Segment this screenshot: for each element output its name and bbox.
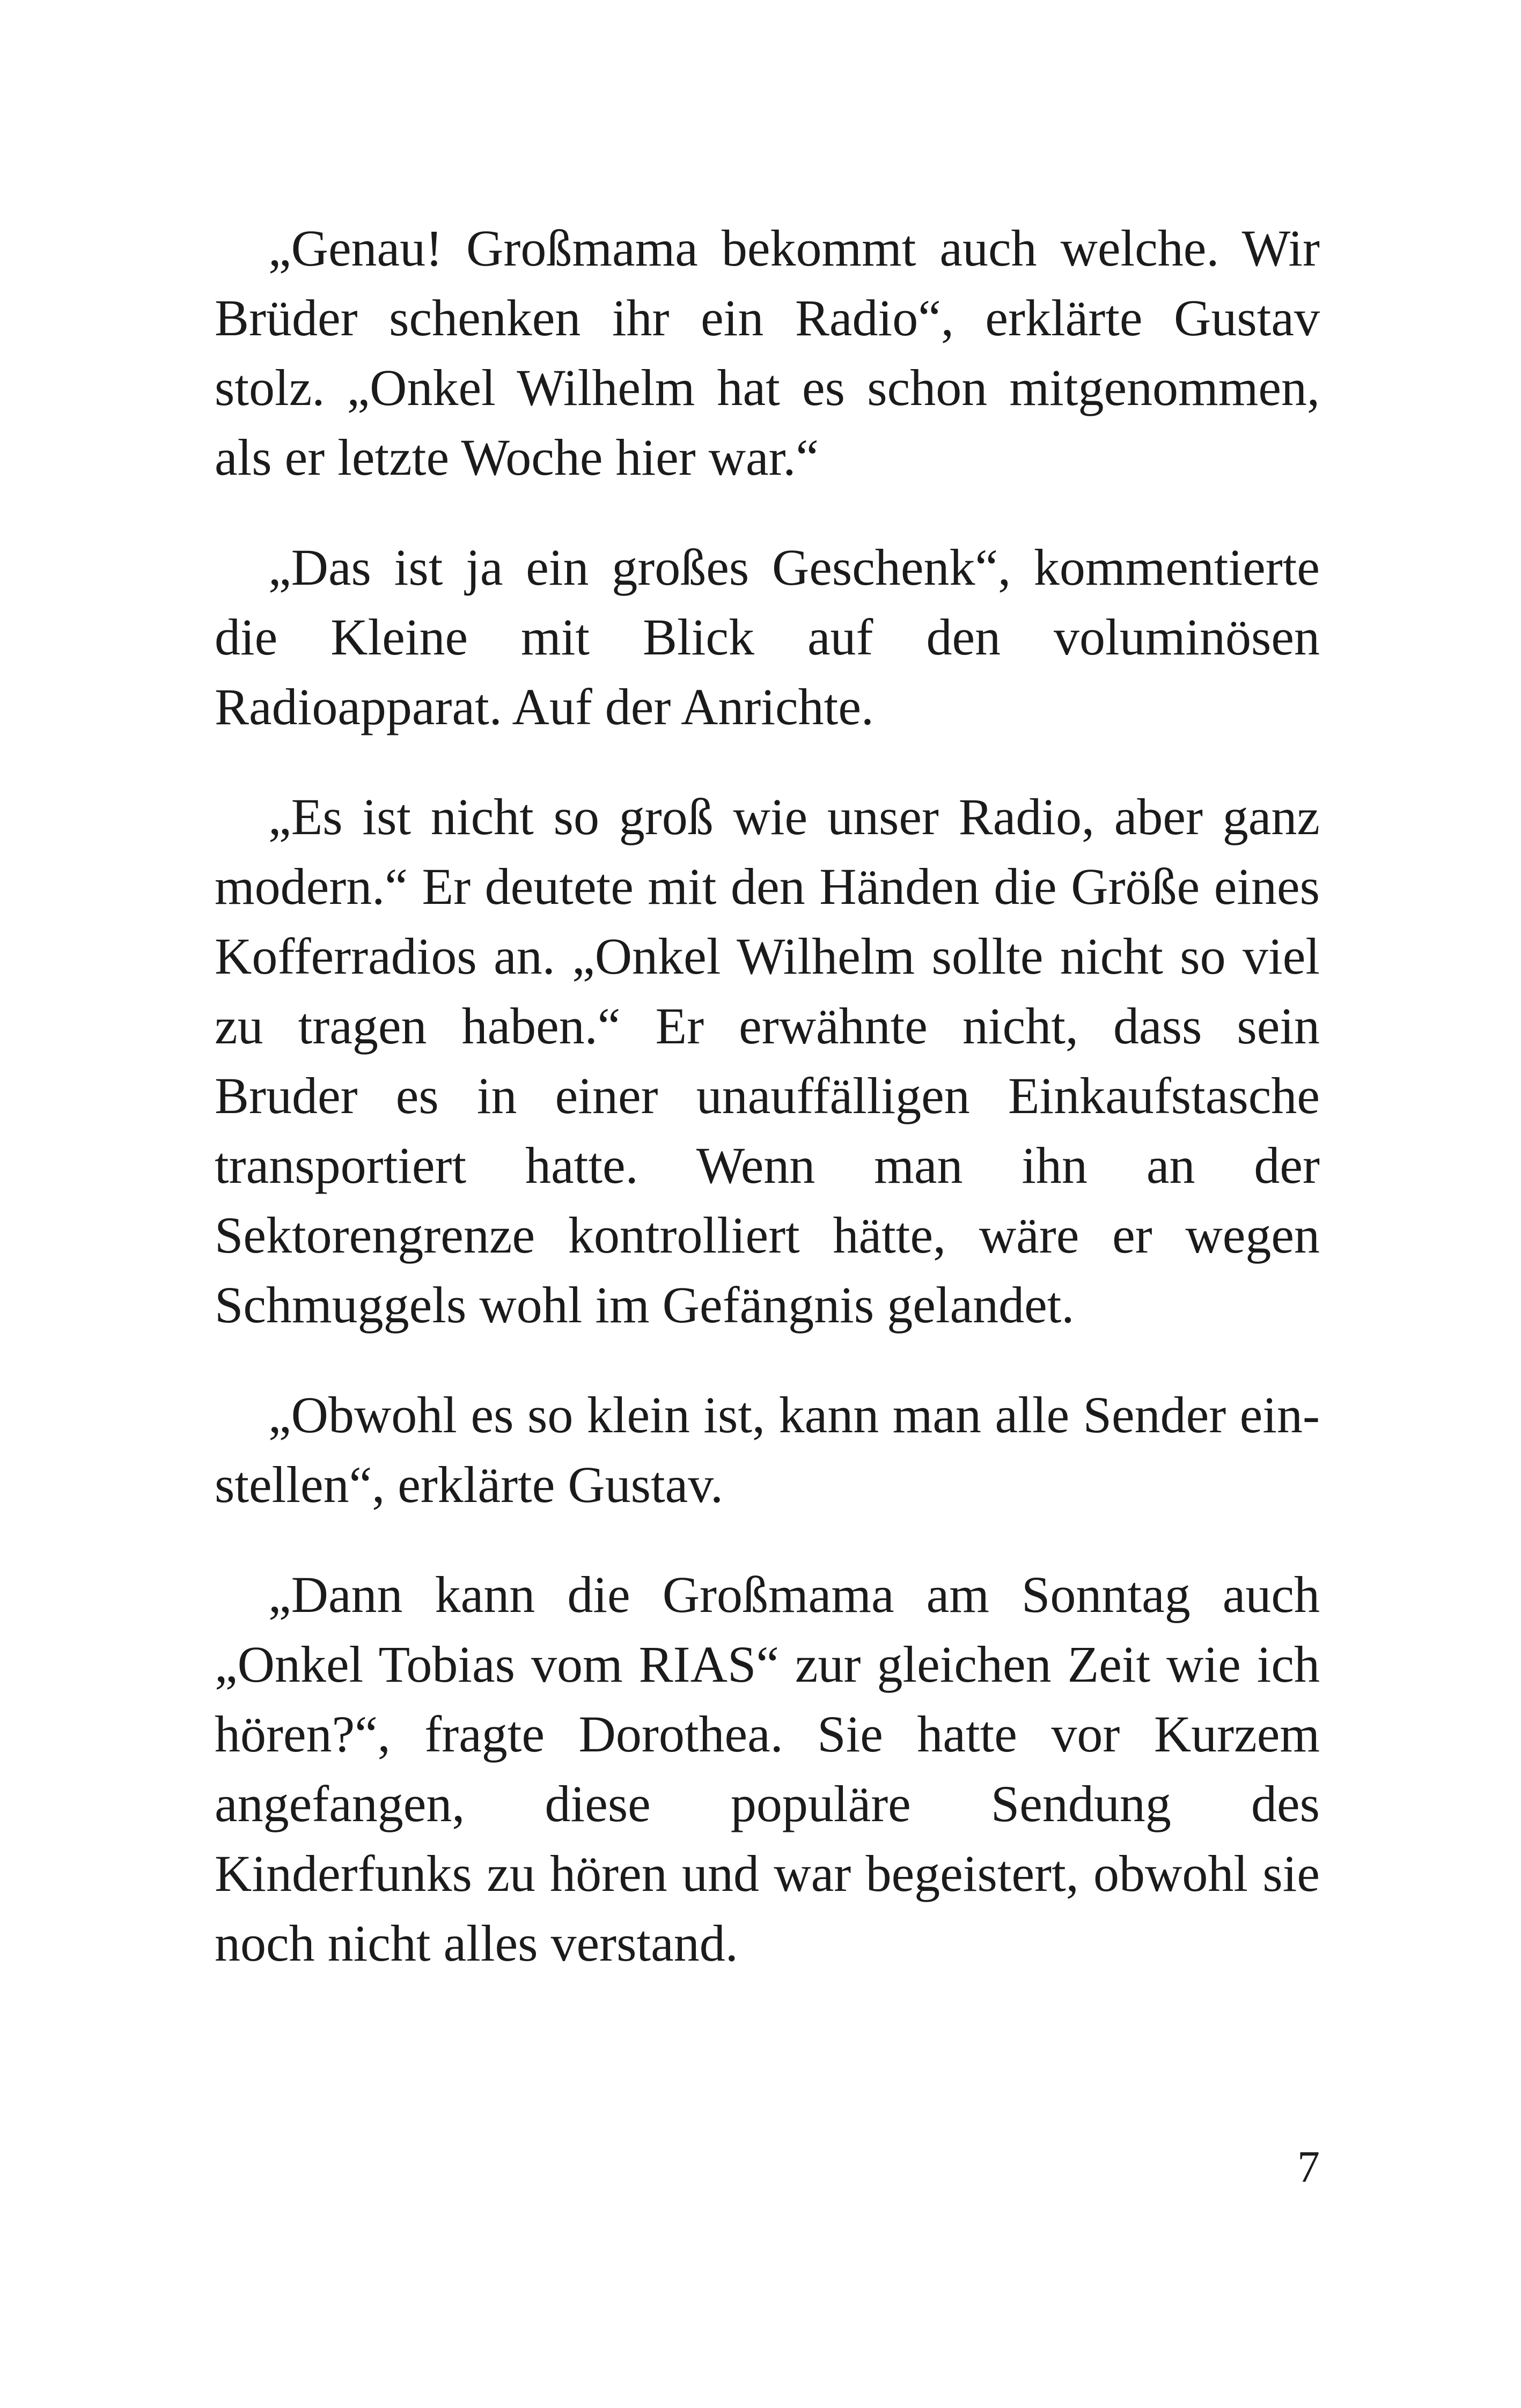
paragraph-4: „Obwohl es so klein ist, kann man alle Sender einstellen“, erklärte Gustav.: [215, 1386, 1320, 1513]
paragraph-1: „Genau! Großmama bekommt auch welche. Wir Brüder schenken ihr ein Radio“, erklärte Gustav stolz. „Onkel Wilhelm hat es schon mitgenommen, als er letzte Woche hier war.“: [215, 219, 1320, 486]
page-number: 7: [1297, 2142, 1320, 2192]
body-text: [215, 213, 1320, 2019]
paragraph-5: „Dann kann die Großmama am Sonntag auch „Onkel Tobias vom RIAS“ zur gleichen Zeit wie ich hören?“, fragte Dorothea. Sie hatte vor Kurzem angefangen, diese populäre Sendung des Kinderfunks zu hören und war begeistert, obwohl sie noch nicht alles verstand.: [215, 1566, 1320, 1972]
paragraph-2: „Das ist ja ein großes Geschenk“, kommentierte die Kleine mit Blick auf den voluminösen Radioapparat. Auf der Anrichte.: [215, 539, 1320, 735]
paragraph-3: „Es ist nicht so groß wie unser Radio, aber ganz modern.“ Er deutete mit den Händen die Größe eines Kofferradios an. „Onkel Wilhelm sollte nicht so viel zu tragen haben.“ Er erwähnte nicht, dass sein Bruder es in einer unauffälligen Einkaufstasche transportiert hatte. Wenn man ihn an der Sektorengrenze kontrolliert hätte, wäre er wegen Schmuggels wohl im Gefängnis gelandet.: [215, 788, 1320, 1334]
